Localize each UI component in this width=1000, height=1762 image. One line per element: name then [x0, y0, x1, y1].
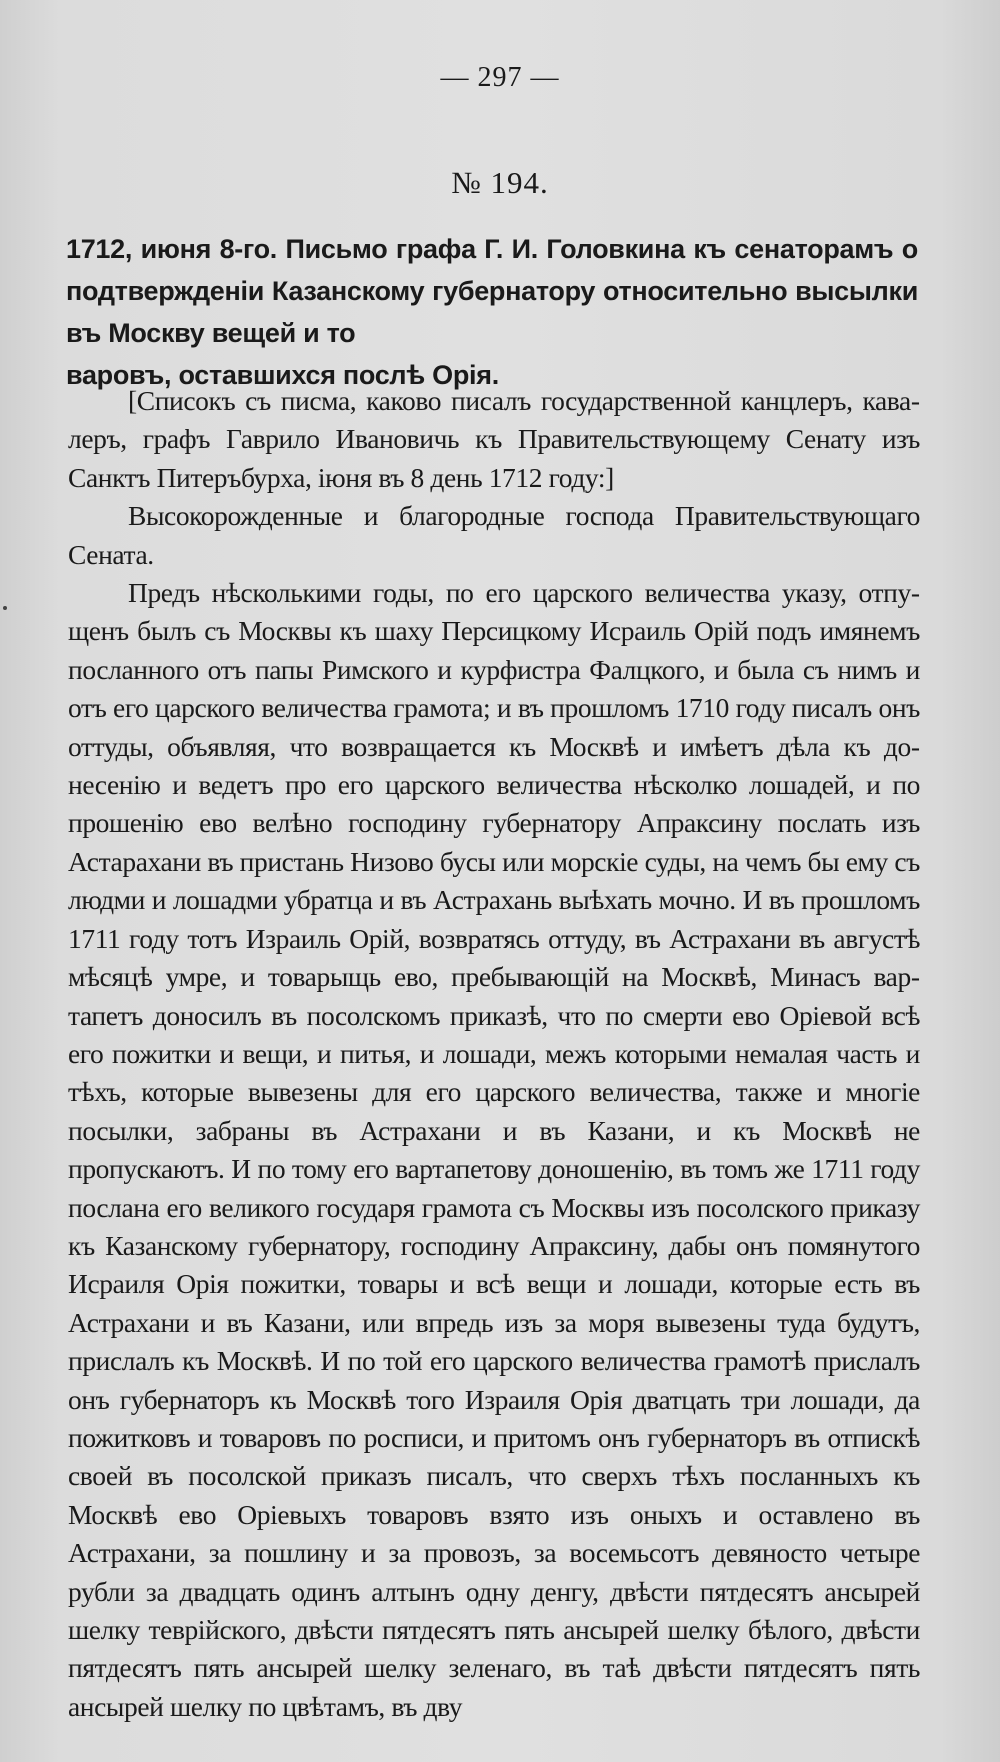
page-number: — 297 — — [440, 62, 560, 93]
margin-speck — [3, 606, 7, 610]
document-heading — [66, 228, 918, 396]
paragraph-preamble: [Списокъ съ писма, каково писалъ государственной канцлеръ, кавалеръ, графъ Гаврило Ивановичь къ Правительствующему Сенату изъ Санктъ Питеръбурха, іюня въ 8 день 1712 году:] — [68, 385, 920, 493]
heading-last-line: варовъ, оставшихся послѣ Орія. — [66, 360, 499, 390]
paragraph-salutation: Высокорожденные и благородные господа Правительствующаго Сената. — [68, 500, 920, 570]
heading-text: 1712, июня 8-го. Письмо графа Г. И. Головкина къ сенаторамъ о подтвержденіи Казанскому губернатору относительно высылки въ Москву вещей и то — [66, 234, 918, 348]
document-number: № 194. — [451, 165, 549, 200]
document-body — [68, 382, 920, 1726]
paragraph-main: Предъ нѣсколькими годы, по его царского величества указу, отпущенъ былъ съ Москвы къ шаху Персицкому Исраиль Орій подъ имянемъ посланного отъ папы Римского и курфистра Фалцкого, и была съ нимъ и отъ его царского величества грамота; и въ прошломъ 1710 году писалъ онъ оттуды, объявляя, что возвращается къ Москвѣ и имѣетъ дѣла къ донесенію и ведетъ про его царского величества нѣсколко лошадей, и по прошенію ево велѣно господину губернатору Апраксину послать изъ Астарахани въ пристань Низово бусы или морскіе суды, на чемъ бы ему съ людми и лошадми убратца и въ Астрахань выѣхать мочно. И въ прошломъ 1711 году тотъ Израиль Орій, возвратясь оттуду, въ Астрахани въ августѣ мѣсяцѣ умре, и товарыщь ево, пребывающій на Москвѣ, Минасъ вартапетъ доносилъ въ посолскомъ приказѣ, что по смерти ево Оріевой всѣ его пожитки и вещи, и питья, и лошади, межъ которыми немалая часть и тѣхъ, которые вывезены для его царского величества, также и многіе посылки, забраны въ Астрахани и въ Казани, и къ Москвѣ не пропускаютъ. И по тому его вартапетову доношенію, въ томъ же 1711 году послана его великого государя грамота съ Москвы изъ посолского приказу къ Казанскому губернатору, господину Апраксину, дабы онъ помянутого Исраиля Орія пожитки, товары и всѣ вещи и лошади, которые есть въ Астрахани и въ Казани, или впредь изъ за моря вывезены туда будутъ, прислалъ къ Москвѣ. И по той его царского величества грамотѣ прислалъ онъ губернаторъ къ Москвѣ того Израиля Орія дватцать три лошади, да пожитковъ и товаровъ по росписи, и притомъ онъ губернаторъ въ отпискѣ своей въ посолской приказъ писалъ, что сверхъ тѣхъ посланныхъ къ Москвѣ ево Оріевыхъ товаровъ взято изъ оныхъ и оставлено въ Астрахани, за пошлину и за провозъ, за восемьсотъ девяносто четыре рубли за двадцать одинъ алтынъ одну денгу, двѣсти пятдесятъ ансырей шелку теврійского, двѣсти пятдесятъ пять ансырей шелку бѣлого, двѣсти пятдесятъ пять ансырей шелку зеленаго, въ таѣ двѣсти пятдесятъ пять ансырей шелку по цвѣтамъ, въ дву — [68, 577, 920, 1722]
